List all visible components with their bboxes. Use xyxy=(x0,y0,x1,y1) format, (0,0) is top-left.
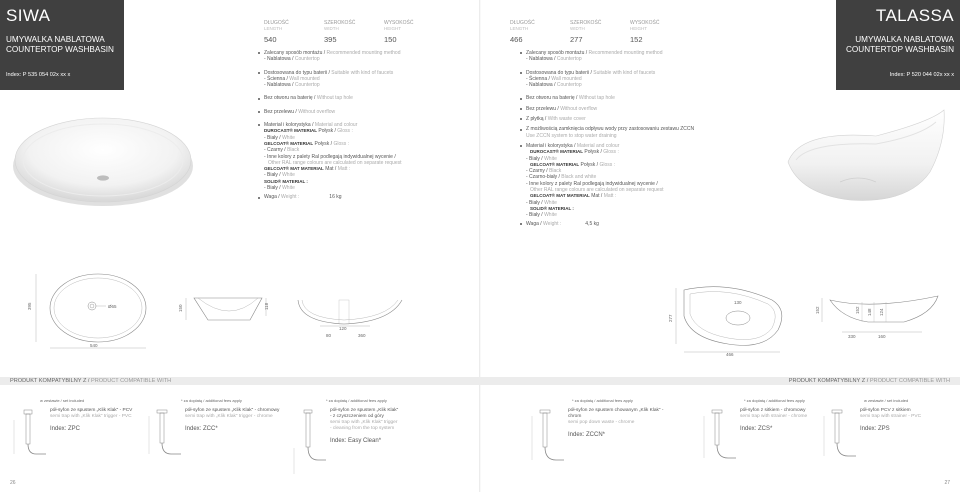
accessory-name-pl: pół-syfon ze spustem „Klik Klak” - PCV xyxy=(50,408,133,413)
compatible-title: PRODUKT KOMPATYBILNY Z / PRODUCT COMPATIBLE WITH xyxy=(10,378,172,384)
basin-photo xyxy=(8,110,198,215)
basin-photo xyxy=(780,102,950,217)
h152-dim: 152 xyxy=(855,306,860,314)
spec-overflow: Bez przelewu / Without overflow xyxy=(258,109,468,115)
product-title-box xyxy=(836,0,960,90)
spec-list: Zalecany sposób montażu / Recommended mounting method - Nablatowa / Countertop Dostosowana do typu baterii / Suitable with kind of faucets - Ścienna / Wall mounted - Nablatowa / Countertop Bez otworu na baterię / Without tap hole Bez przelewu / Without overflow Materiał i kolorystyka / Material and colour DUROCAST® MATERIAL Połysk / Gloss : - Biały / White GELCOAT® MATERIAL Połysk / Gloss : - Czarny / Black - Inne kolory z palety Ral podlegają indywidualnej wycenie / Other RAL range colours are calculated on separate request GELCOAT® MAT MATERIAL Mat / Matt : - Biały / White SOLID® MATERIAL : - Biały / White Waga / Weight : 16 kg xyxy=(258,50,468,201)
semi-trap-icon xyxy=(10,408,48,468)
accessory-name-pl: pół-syfon ze spustem „Klik Klak” - chromowy xyxy=(185,408,280,413)
base-dim: 330 xyxy=(848,334,856,339)
siwa-top-view-drawing xyxy=(28,268,168,352)
siwa-basin-illustration xyxy=(8,110,198,210)
accessory-name-pl: pół-syfon z sitkiem - chromowy xyxy=(740,408,806,413)
accessory-name-en: semi trap with strainer - chrome xyxy=(740,414,808,419)
chrome-strainer-trap-icon xyxy=(700,408,738,470)
accessory-index: Index: ZCCN* xyxy=(568,432,606,438)
accessory-zps: w zestawie / set included pół-syfon PCV z sitkiem semi trap with strainer - PVC Index: ZPS xyxy=(820,398,960,403)
talassa-basin-illustration xyxy=(780,102,950,212)
accessory-zpc: w zestawie / set included pół-syfon ze spustem „Klik Klak” - PCV semi trap with „Klik Klak” trigger - PVC Index: ZPC xyxy=(10,398,150,403)
spec-list: Zalecany sposób montażu / Recommended mounting method - Nablatowa / Countertop Dostosowana do typu baterii / Suitable with kind of faucets - Ścienna / Wall mounted - Nablatowa / Countertop Bez otworu na baterię / Without tap hole Bez przelewu / Without overflow Z płytką / With waste cover Z możliwością zamknięcia odpływu wody przy zastosowaniu zestawu ZCCN Use ZCCN system to stop water draining Materiał i kolorystyka / Material and colour DUROCAST® MATERIAL Połysk / Gloss : - Biały / White GELCOAT® MATERIAL Połysk / Gloss : - Czarny / Black - Czarno-biały / Black and white - Inne kolory z palety Ral podlegają indywidualnej wycenie / Other RAL range colours are calculated on separate request GELCOAT® MAT MATERIAL Mat / Matt : - Biały / White SOLID® MATERIAL : - Biały / White Waga / Weight : 4,5 kg xyxy=(520,50,750,227)
accessory-name-en: semi trap with „Klik Klak” trigger - PVC xyxy=(50,414,132,419)
dimensions xyxy=(264,20,424,44)
accessory-zcc: * za dopłatą / additional fees apply pół-syfon ze spustem „Klik Klak” - chromowy semi trap with „Klik Klak” trigger - chrome Index: ZCC* xyxy=(145,398,285,403)
spec-material: Materiał i kolorystyka / Material and colour xyxy=(258,122,468,128)
d160-dim: 160 xyxy=(878,334,886,339)
easy-clean-trap-icon xyxy=(290,408,328,478)
h148-dim: 148 xyxy=(867,308,872,316)
accessory-name-en: semi trap with strainer - PVC xyxy=(860,414,922,419)
spec-tap: Dostosowana do typu baterii / Suitable with kind of faucets xyxy=(520,70,750,76)
accessory-name-en: semi trap with „Klik Klak” trigger - chrome xyxy=(185,414,273,419)
accessory-zccn: * za dopłatą / additional fees apply pół-syfon ze spustem chowanym „Klik Klak” - chrom semi pop down waste - chrome Index: ZCCN* xyxy=(528,398,668,403)
spec-overflow: Bez przelewu / Without overflow xyxy=(520,106,750,112)
siwa-side-view-drawing xyxy=(172,290,272,330)
accessory-name-en: semi trap with „Klik Klak” trigger xyxy=(330,420,398,425)
width-dim: 277 xyxy=(668,314,673,322)
accessory-index: Index: ZCC* xyxy=(185,426,218,432)
compatible-band xyxy=(480,377,960,385)
accessory-index: Index: ZPS xyxy=(860,426,890,432)
base-dim: 360 xyxy=(358,333,366,338)
accessory-name-pl: pół-syfon ze spustem chowanym „Klik Klak” - chrom xyxy=(568,408,664,419)
dim-length: DŁUGOŚĆ LENGTH 466 xyxy=(510,20,535,44)
dim-length: DŁUGOŚĆ LENGTH 540 xyxy=(264,20,289,44)
page-number: 27 xyxy=(944,480,950,486)
width-dim: 395 xyxy=(27,302,32,310)
drain-dim: Ø65 xyxy=(108,304,117,309)
spec-tap-hole: Bez otworu na baterię / Without tap hole xyxy=(520,95,750,101)
dim-width: SZEROKOŚĆ WIDTH 277 xyxy=(570,20,602,44)
product-title-box xyxy=(0,0,124,90)
page-number: 26 xyxy=(10,480,16,486)
accessory-name-pl: pół-syfon PCV z sitkiem xyxy=(860,408,911,413)
pvc-strainer-trap-icon xyxy=(820,408,858,470)
side-height-dim: 152 xyxy=(815,306,820,314)
dimensions xyxy=(510,20,670,44)
product-name: SIWA xyxy=(6,6,51,25)
product-subtitle-en: COUNTERTOP WASHBASIN xyxy=(846,45,954,54)
length-dim: 466 xyxy=(726,352,734,357)
pop-down-waste-icon xyxy=(528,408,566,470)
accessory-zcs: * za dopłatą / additional fees apply pół-syfon z sitkiem - chromowy semi trap with strainer - chrome Index: ZCS* xyxy=(700,398,840,403)
side-dim: 118 xyxy=(264,302,269,310)
spec-mount: Zalecany sposób montażu / Recommended mounting method xyxy=(258,50,468,56)
accessory-easy-clean: * za dopłatą / additional fees apply pół-syfon ze spustem „Klik Klak” - z czyszczeniem od góry semi trap with „Klik Klak” trigger - cleaning from the top system Index: Easy Clean* xyxy=(290,398,430,403)
compatible-title: PRODUKT KOMPATYBILNY Z / PRODUCT COMPATIBLE WITH xyxy=(788,378,950,384)
accessory-name-pl-2: - z czyszczeniem od góry xyxy=(330,414,384,419)
spec-material: Materiał i kolorystyka / Material and colour xyxy=(520,143,750,149)
siwa-section-drawing xyxy=(290,294,420,344)
dim-width: SZEROKOŚĆ WIDTH 395 xyxy=(324,20,356,44)
chrome-semi-trap-icon xyxy=(145,408,183,468)
product-name: TALASSA xyxy=(875,6,954,25)
thick-dim: 80 xyxy=(326,333,332,338)
spec-mount: Zalecany sposób montażu / Recommended mounting method xyxy=(520,50,750,56)
product-subtitle-pl: UMYWALKA NABLATOWA xyxy=(855,35,954,44)
accessory-index: Index: Easy Clean* xyxy=(330,438,382,444)
spec-weight: Waga / Weight : 16 kg xyxy=(258,194,468,200)
length-dim: 540 xyxy=(90,343,98,348)
spec-waste-cover: Z płytką / With waste cover xyxy=(520,116,750,122)
d130-dim: 130 xyxy=(734,300,742,305)
accessory-index: Index: ZCS* xyxy=(740,426,773,432)
height-dim: 150 xyxy=(178,304,183,312)
spec-zccn: Z możliwością zamknięcia odpływu wody przy zastosowaniu zestawu ZCCN xyxy=(520,126,750,132)
dim-height: WYSOKOŚĆ HEIGHT 150 xyxy=(384,20,414,44)
accessory-name-pl: pół-syfon ze spustem „Klik Klak” xyxy=(330,408,399,413)
h124-dim: 124 xyxy=(879,308,884,316)
dim-height: WYSOKOŚĆ HEIGHT 152 xyxy=(630,20,660,44)
product-subtitle-pl: UMYWALKA NABLATOWA xyxy=(6,35,105,44)
spec-weight: Waga / Weight : 4,5 kg xyxy=(520,221,750,227)
right-page xyxy=(480,0,960,492)
talassa-side-view-drawing xyxy=(812,292,952,346)
product-index: Index: P 535 054 02x xx x xyxy=(6,72,71,78)
product-subtitle-en: COUNTERTOP WASHBASIN xyxy=(6,45,114,54)
accessory-index: Index: ZPC xyxy=(50,426,81,432)
accessory-name-en: semi pop down waste - chrome xyxy=(568,420,635,425)
spec-tap: Dostosowana do typu baterii / Suitable with kind of faucets xyxy=(258,70,468,76)
product-index: Index: P 520 044 02x xx x xyxy=(889,72,954,78)
accessory-name-en-2: - cleaning from the top system xyxy=(330,426,395,431)
spec-tap-hole: Bez otworu na baterię / Without tap hole xyxy=(258,95,468,101)
compatible-band xyxy=(0,377,480,385)
talassa-top-view-drawing xyxy=(668,270,798,358)
inner-dim: 120 xyxy=(339,326,347,331)
